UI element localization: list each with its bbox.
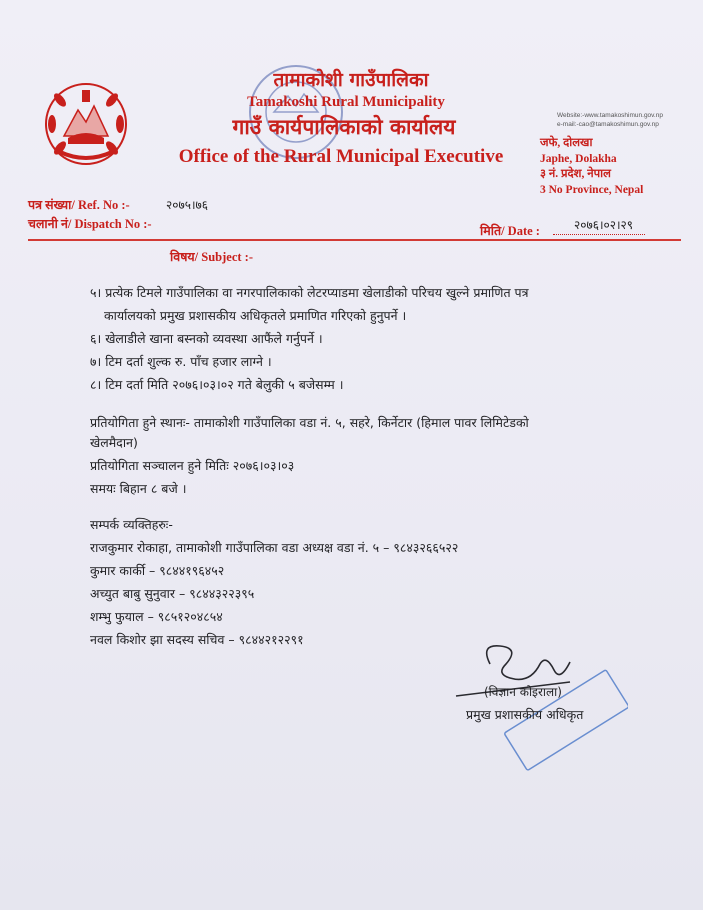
list-item: कार्यालयको प्रमुख प्रशासकीय अधिकृतले प्रमाणित गरिएको हुनुपर्ने । (104, 308, 407, 323)
date-value: २०७६।०२।२९ (574, 218, 634, 232)
website-text: Website:-www.tamakoshimun.gov.np (557, 112, 663, 119)
list-item: ७। टिम दर्ता शुल्क रु. पाँच हजार लाग्ने । (90, 354, 272, 369)
office-address (540, 136, 643, 198)
signatory-title: प्रमुख प्रशासकीय अधिकृत (466, 707, 584, 722)
header-divider (28, 239, 681, 241)
list-item: ८। टिम दर्ता मिति २०७६।०३।०२ गते बेलुकी ५ बजेसम्म । (90, 377, 344, 392)
address-line-2: Japhe, Dolakha (540, 152, 617, 165)
email-text: e-mail:-cao@tamakoshimun.gov.np (557, 121, 659, 128)
dispatch-no-label: चलानी नं/ Dispatch No :- (28, 217, 152, 231)
municipality-name-nepali: तामाकोशी गाउँपालिका (273, 69, 429, 91)
address-line-3: ३ नं. प्रदेश, नेपाल (540, 168, 611, 180)
contact-row: नवल किशोर झा सदस्य सचिव – ९८४४२१२२९१ (90, 632, 304, 647)
contacts-heading: सम्पर्क व्यक्तिहरुः- (90, 517, 173, 532)
start-date: प्रतियोगिता सञ्चालन हुने मितिः २०७६।०३।०३ (90, 458, 295, 473)
address-line-1: जफे, दोलखा (540, 137, 593, 149)
list-item: ६। खेलाडीले खाना बस्नको व्यवस्था आफैंले गर्नुपर्ने । (90, 331, 323, 346)
office-name-nepali: गाउँ कार्यपालिकाको कार्यालय (232, 115, 456, 139)
contact-row: राजकुमार रोकाहा, तामाकोशी गाउँपालिका वडा अध्यक्ष वडा नं. ५ – ९८४३२६६५२२ (90, 540, 459, 555)
address-line-4: 3 No Province, Nepal (540, 183, 644, 196)
time-text: समयः बिहान ८ बजे । (90, 481, 187, 496)
municipality-name-english: Tamakoshi Rural Municipality (247, 94, 445, 110)
subject-label: विषय/ Subject :- (170, 250, 253, 264)
contact-row: शम्भु फुयाल – ९८५१२०४८५४ (90, 609, 223, 624)
contact-row: कुमार कार्की – ९८४४१९६४५२ (90, 563, 225, 578)
office-name-english: Office of the Rural Municipal Executive (178, 146, 504, 167)
nepal-emblem-logo (38, 78, 134, 170)
contact-row: अच्युत बाबु सुनुवार – ९८४४३२२३९५ (90, 586, 255, 601)
venue-line-2: खेलमैदान) (90, 435, 138, 450)
list-item: ५। प्रत्येक टिमले गाउँपालिका वा नगरपालिकाको लेटरप्याडमा खेलाडीको परिचय खुल्ने प्रमाणित पत्र (90, 285, 529, 300)
date-label: मिति/ Date : (480, 224, 540, 238)
ref-no-label: पत्र संख्या/ Ref. No :- (28, 198, 130, 212)
signatory-name: (विज्ञान कोइराला) (484, 685, 562, 699)
ref-no-value: २०७५।७६ (166, 198, 208, 212)
contact-info (557, 111, 663, 129)
venue-line-1: प्रतियोगिता हुने स्थानः- तामाकोशी गाउँपालिका वडा नं. ५, सहरे, किर्नेटार (हिमाल पावर लिमिटेडको (90, 415, 529, 430)
